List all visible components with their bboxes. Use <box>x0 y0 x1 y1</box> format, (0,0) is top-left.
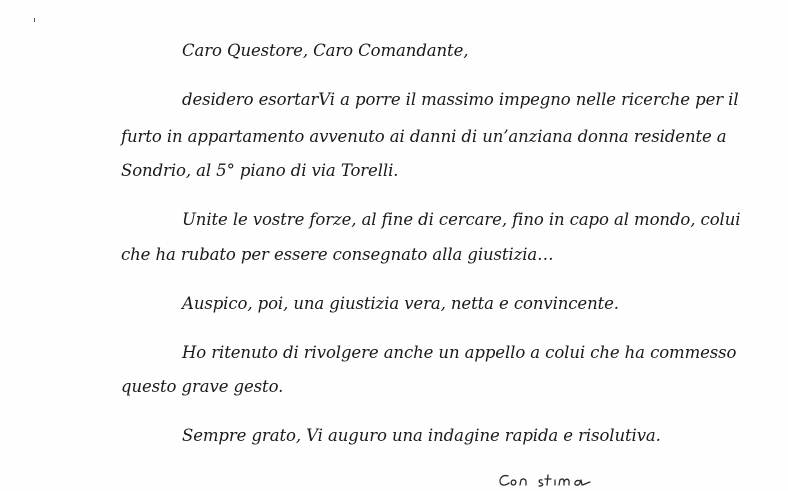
salutation: Caro Questore, Caro Comandante, <box>182 41 469 60</box>
paragraph-1-line-2: furto in appartamento avvenuto ai danni di un’anziana donna residente a <box>121 127 727 146</box>
paragraph-4-line-2: questo grave gesto. <box>121 377 284 396</box>
paragraph-5-line-1: Sempre grato, Vi auguro una indagine rapida e risolutiva. <box>182 426 661 445</box>
scan-speck <box>34 18 35 22</box>
handwritten-closing <box>496 470 616 490</box>
paragraph-1-line-3: Sondrio, al 5° piano di via Torelli. <box>121 161 399 180</box>
paragraph-3-line-1: Auspico, poi, una giustizia vera, netta e convincente. <box>182 294 619 313</box>
paragraph-4-line-1: Ho ritenuto di rivolgere anche un appello a colui che ha commesso <box>182 343 737 362</box>
paragraph-2-line-1: Unite le vostre forze, al fine di cercare, fino in capo al mondo, colui <box>182 210 741 229</box>
paragraph-1-line-1: desidero esortarVi a porre il massimo impegno nelle ricerche per il <box>182 90 739 109</box>
paragraph-2-line-2: che ha rubato per essere consegnato alla giustizia… <box>121 245 554 264</box>
